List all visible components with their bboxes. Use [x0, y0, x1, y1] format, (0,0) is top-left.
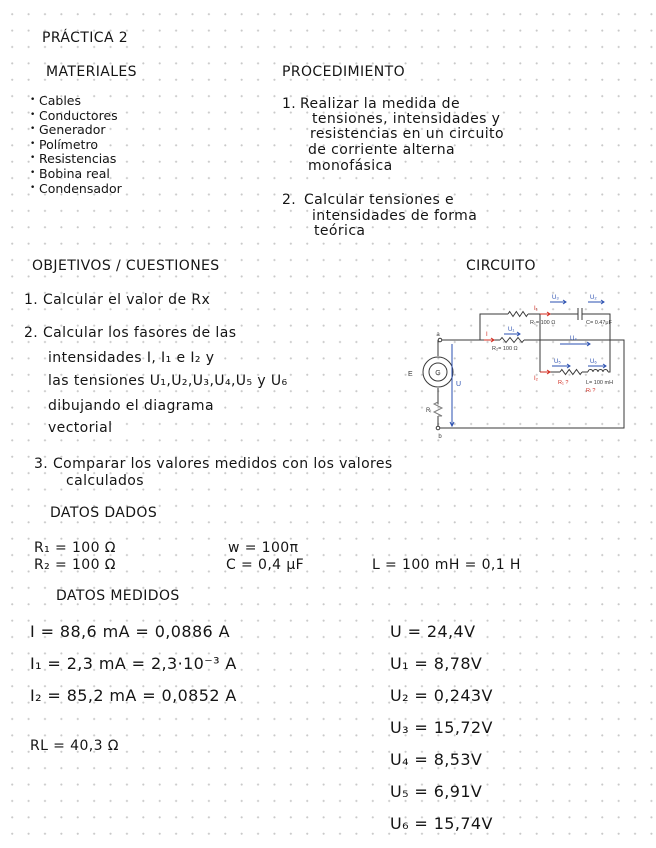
- question-2-line: las tensiones U₁,U₂,U₃,U₄,U₅ y U₆: [48, 373, 288, 389]
- step-number: 1.: [282, 96, 297, 112]
- list-item: • Cables: [30, 94, 122, 109]
- resistor-symbol: [508, 312, 528, 317]
- capacitor-symbol: [578, 308, 582, 320]
- list-item: • Bobina real: [30, 167, 122, 182]
- step-line: resistencias en un circuito: [310, 126, 504, 142]
- voltage-u-label: U: [456, 381, 462, 388]
- voltage-u4-arrow: [560, 342, 590, 346]
- question-2-line: vectorial: [48, 420, 113, 436]
- step-number: 2.: [282, 192, 297, 208]
- inductor-symbol: [588, 370, 608, 373]
- circuit-diagram: [400, 288, 632, 440]
- question-2-line: 2. Calcular los fasores de las: [24, 325, 237, 341]
- resistor-r1-label: R₁= 100 Ω: [530, 320, 556, 326]
- node-a: [438, 338, 442, 342]
- list-item: • Condensador: [30, 182, 122, 197]
- medido-u: U = 24,4V: [390, 622, 476, 641]
- resistor-rl-label: Rₗ ?: [586, 388, 596, 394]
- materiales-heading: MATERIALES: [46, 64, 137, 80]
- step-line: tensiones, intensidades y: [312, 111, 501, 127]
- list-item: • Polímetro: [30, 138, 122, 153]
- circuit-wire: [582, 314, 610, 340]
- current-i1-label: I₁: [534, 306, 538, 312]
- circuit-wire: [480, 314, 508, 340]
- question-1: 1. Calcular el valor de Rx: [24, 292, 211, 308]
- current-i1-arrow: [540, 312, 550, 316]
- dato-l: L = 100 mH = 0,1 H: [372, 557, 521, 573]
- internal-resistance-label: Rᵢ: [426, 408, 432, 414]
- step-line: Calcular tensiones e: [304, 192, 455, 208]
- generator-label: G: [435, 370, 441, 377]
- current-i2-label: I₂: [534, 376, 538, 382]
- medido-u1: U₁ = 8,78V: [390, 654, 483, 673]
- list-item: • Resistencias: [30, 152, 122, 167]
- medido-u4: U₄ = 8,53V: [390, 750, 483, 769]
- materiales-list: [30, 94, 122, 196]
- objetivos-heading: OBJETIVOS / CUESTIONES: [32, 258, 220, 274]
- procedimiento-heading: PROCEDIMIENTO: [282, 64, 406, 80]
- step-line: intensidades de forma: [312, 208, 478, 224]
- medido-i: I = 88,6 mA = 0,0886 A: [30, 622, 230, 641]
- current-i-arrow: [484, 338, 494, 342]
- list-item: • Conductores: [30, 109, 122, 124]
- question-2-line: dibujando el diagrama: [48, 398, 214, 414]
- resistor-symbol: [560, 370, 582, 375]
- step-line: Realizar la medida de: [300, 96, 460, 112]
- resistor-r2-label: R₂= 100 Ω: [492, 346, 518, 352]
- circuit-wire: [608, 340, 610, 372]
- medido-i1: I₁ = 2,3 mA = 2,3·10⁻³ A: [30, 654, 237, 673]
- step-line: monofásica: [308, 158, 393, 174]
- question-3-line: 3. Comparar los valores medidos con los valores: [34, 456, 393, 472]
- list-item: • Generador: [30, 123, 122, 138]
- source-e-label: E: [408, 371, 413, 378]
- voltage-u4-label: U₄: [570, 336, 577, 342]
- medido-u3: U₃ = 15,72V: [390, 718, 493, 737]
- voltage-u-arrow: [450, 344, 454, 426]
- voltage-u3-label: U₃: [552, 295, 559, 301]
- voltage-u1-label: U₁: [508, 327, 515, 333]
- current-i2-arrow: [540, 370, 550, 374]
- page-title: PRÁCTICA 2: [42, 30, 129, 46]
- voltage-u6-label: U₆: [590, 359, 597, 365]
- circuito-heading: CIRCUITO: [466, 258, 536, 274]
- datos-medidos-heading: DATOS MEDIDOS: [56, 588, 180, 604]
- question-2-line: intensidades I, I₁ e I₂ y: [48, 350, 215, 366]
- dato-w: w = 100π: [228, 540, 299, 556]
- resistor-unknown-label: R₁ ?: [558, 380, 569, 386]
- datos-dados-heading: DATOS DADOS: [50, 505, 158, 521]
- medido-u2: U₂ = 0,243V: [390, 686, 493, 705]
- medido-i2: I₂ = 85,2 mA = 0,0852 A: [30, 686, 237, 705]
- step-line: de corriente alterna: [308, 142, 455, 158]
- capacitor-label: C= 0.47μF: [586, 320, 612, 326]
- dato-r2: R₂ = 100 Ω: [34, 557, 116, 573]
- dato-r1: R₁ = 100 Ω: [34, 540, 116, 556]
- node-b-label: b: [438, 434, 442, 440]
- medido-rl: RL = 40,3 Ω: [30, 738, 119, 754]
- inductor-label: L= 100 mH: [586, 380, 614, 386]
- voltage-u2-label: U₂: [590, 295, 597, 301]
- node-b: [436, 426, 440, 430]
- medido-u6: U₆ = 15,74V: [390, 814, 493, 833]
- medido-u5: U₅ = 6,91V: [390, 782, 483, 801]
- node-a-label: a: [436, 332, 440, 338]
- step-line: teórica: [314, 223, 366, 239]
- resistor-symbol: [500, 338, 524, 343]
- voltage-u5-label: U₅: [554, 359, 561, 365]
- dato-c: C = 0,4 μF: [226, 557, 305, 573]
- current-i-label: I: [486, 332, 488, 338]
- question-3-line: calculados: [66, 473, 144, 489]
